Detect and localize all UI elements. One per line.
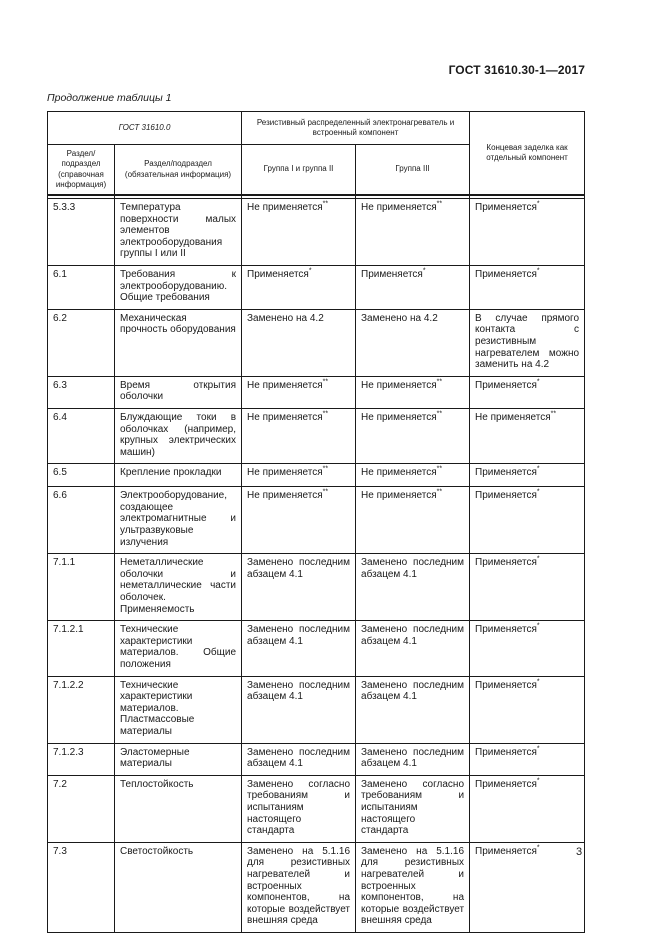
- section-number: 6.5: [48, 464, 115, 487]
- footnote-mark: **: [436, 465, 443, 473]
- section-title: Электрооборудование, создающее электромагнитные и ультразвуковые излучения: [115, 487, 242, 554]
- group-1-2-value: Заменено согласно требованиям и испытаниям настоящего стандарта: [242, 775, 356, 842]
- footnote-mark: **: [436, 488, 443, 496]
- section-title: Температура поверхности малых элементов электрооборудования группы I или II: [115, 199, 242, 266]
- section-number: 7.1.2.1: [48, 621, 115, 676]
- table-row: [48, 464, 585, 487]
- table-row: [48, 676, 585, 743]
- end-seal-value: Применяется*: [470, 842, 585, 932]
- footnote-mark: *: [536, 745, 540, 753]
- group-3-value: Заменено на 5.1.16 для резистивных нагревателей и встроенных компонентов, на которые воздействует внешняя среда: [356, 842, 470, 932]
- group-1-2-value: Заменено последним абзацем 4.1: [242, 621, 356, 676]
- group-3-value: Не применяется**: [356, 408, 470, 463]
- end-seal-value: Применяется*: [470, 621, 585, 676]
- page-number: 3: [576, 846, 583, 858]
- section-number: 6.1: [48, 265, 115, 309]
- footnote-mark: *: [308, 267, 312, 275]
- table-row: [48, 265, 585, 309]
- footnote-mark: *: [536, 555, 540, 563]
- group-3-value: Заменено последним абзацем 4.1: [356, 621, 470, 676]
- group-3-value: Не применяется**: [356, 487, 470, 554]
- header-section-req: Раздел/подраздел (обязательная информация): [115, 145, 242, 196]
- end-seal-value: Применяется*: [470, 743, 585, 775]
- header-heater-group: Резистивный распределенный электронагреватель и встроенный компонент: [242, 112, 470, 145]
- group-1-2-value: Не применяется**: [242, 376, 356, 408]
- table-row: [48, 621, 585, 676]
- section-title: Блуждающие токи в оболочках (например, крупных электрических машин): [115, 408, 242, 463]
- section-number: 7.2: [48, 775, 115, 842]
- end-seal-value: Применяется*: [470, 199, 585, 266]
- section-number: 6.3: [48, 376, 115, 408]
- section-title: Технические характеристики материалов. Пластмассовые материалы: [115, 676, 242, 743]
- footnote-mark: *: [536, 622, 540, 630]
- footnote-mark: **: [322, 200, 329, 208]
- section-title: Время открытия оболочки: [115, 376, 242, 408]
- footnote-mark: *: [536, 777, 540, 785]
- group-1-2-value: Не применяется**: [242, 464, 356, 487]
- footnote-mark: *: [536, 844, 540, 852]
- end-seal-value: Не применяется**: [470, 408, 585, 463]
- table-body: [48, 199, 585, 933]
- header-section-ref: Раздел/ подраздел (справочная информация): [48, 145, 115, 196]
- group-1-2-value: Заменено последним абзацем 4.1: [242, 676, 356, 743]
- group-1-2-value: Заменено на 5.1.16 для резистивных нагревателей и встроенных компонентов, на которые воздействует внешняя среда: [242, 842, 356, 932]
- section-number: 7.1.1: [48, 554, 115, 621]
- requirements-table: [47, 111, 585, 933]
- section-title: Технические характеристики материалов. Общие положения: [115, 621, 242, 676]
- footnote-mark: *: [536, 200, 540, 208]
- end-seal-value: В случае прямого контакта с резистивным нагревателем можно заменить на 4.2: [470, 309, 585, 376]
- footnote-mark: *: [536, 267, 540, 275]
- group-3-value: Применяется*: [356, 265, 470, 309]
- header-gost-group: ГОСТ 31610.0: [48, 112, 242, 145]
- section-number: 7.1.2.2: [48, 676, 115, 743]
- table-row: [48, 842, 585, 932]
- table-row: [48, 487, 585, 554]
- table-caption: Продолжение таблицы 1: [47, 92, 172, 104]
- table-row: [48, 775, 585, 842]
- footnote-mark: **: [322, 465, 329, 473]
- end-seal-value: Применяется*: [470, 487, 585, 554]
- footnote-mark: *: [536, 378, 540, 386]
- group-1-2-value: Заменено последним абзацем 4.1: [242, 554, 356, 621]
- group-1-2-value: Не применяется**: [242, 199, 356, 266]
- header-group-3: Группа III: [356, 145, 470, 196]
- table-row: [48, 376, 585, 408]
- standard-code: ГОСТ 31610.30-1—2017: [448, 63, 585, 77]
- end-seal-value: Применяется*: [470, 775, 585, 842]
- group-3-value: Не применяется**: [356, 464, 470, 487]
- footnote-mark: **: [436, 378, 443, 386]
- header-end-seal: Концевая заделка как отдельный компонент: [470, 112, 585, 196]
- table-row: [48, 743, 585, 775]
- group-3-value: Заменено согласно требованиям и испытаниям настоящего стандарта: [356, 775, 470, 842]
- footnote-mark: **: [550, 410, 557, 418]
- end-seal-value: Применяется*: [470, 464, 585, 487]
- header-group-1-2: Группа I и группа II: [242, 145, 356, 196]
- table-row: [48, 408, 585, 463]
- end-seal-value: Применяется*: [470, 265, 585, 309]
- section-title: Механическая прочность оборудования: [115, 309, 242, 376]
- section-title: Неметаллические оболочки и неметаллические части оболочек. Применяемость: [115, 554, 242, 621]
- footnote-mark: *: [536, 465, 540, 473]
- section-number: 6.6: [48, 487, 115, 554]
- end-seal-value: Применяется*: [470, 554, 585, 621]
- footnote-mark: **: [322, 410, 329, 418]
- table-row: [48, 309, 585, 376]
- table-row: [48, 554, 585, 621]
- footnote-mark: **: [322, 378, 329, 386]
- footnote-mark: **: [436, 200, 443, 208]
- group-3-value: Не применяется**: [356, 376, 470, 408]
- section-number: 6.4: [48, 408, 115, 463]
- footnote-mark: **: [322, 488, 329, 496]
- section-number: 7.1.2.3: [48, 743, 115, 775]
- end-seal-value: Применяется*: [470, 676, 585, 743]
- section-number: 5.3.3: [48, 199, 115, 266]
- group-1-2-value: Не применяется**: [242, 487, 356, 554]
- section-title: Крепление прокладки: [115, 464, 242, 487]
- section-title: Эластомерные материалы: [115, 743, 242, 775]
- section-number: 6.2: [48, 309, 115, 376]
- footnote-mark: *: [536, 678, 540, 686]
- section-title: Светостойкость: [115, 842, 242, 932]
- footnote-mark: **: [436, 410, 443, 418]
- table-row: [48, 199, 585, 266]
- group-3-value: Заменено на 4.2: [356, 309, 470, 376]
- group-1-2-value: Применяется*: [242, 265, 356, 309]
- group-3-value: Заменено последним абзацем 4.1: [356, 743, 470, 775]
- section-title: Требования к электрооборудованию. Общие требования: [115, 265, 242, 309]
- section-number: 7.3: [48, 842, 115, 932]
- footnote-mark: *: [422, 267, 426, 275]
- group-3-value: Заменено последним абзацем 4.1: [356, 554, 470, 621]
- group-3-value: Заменено последним абзацем 4.1: [356, 676, 470, 743]
- section-title: Теплостойкость: [115, 775, 242, 842]
- group-3-value: Не применяется**: [356, 199, 470, 266]
- end-seal-value: Применяется*: [470, 376, 585, 408]
- group-1-2-value: Не применяется**: [242, 408, 356, 463]
- footnote-mark: *: [536, 488, 540, 496]
- group-1-2-value: Заменено последним абзацем 4.1: [242, 743, 356, 775]
- group-1-2-value: Заменено на 4.2: [242, 309, 356, 376]
